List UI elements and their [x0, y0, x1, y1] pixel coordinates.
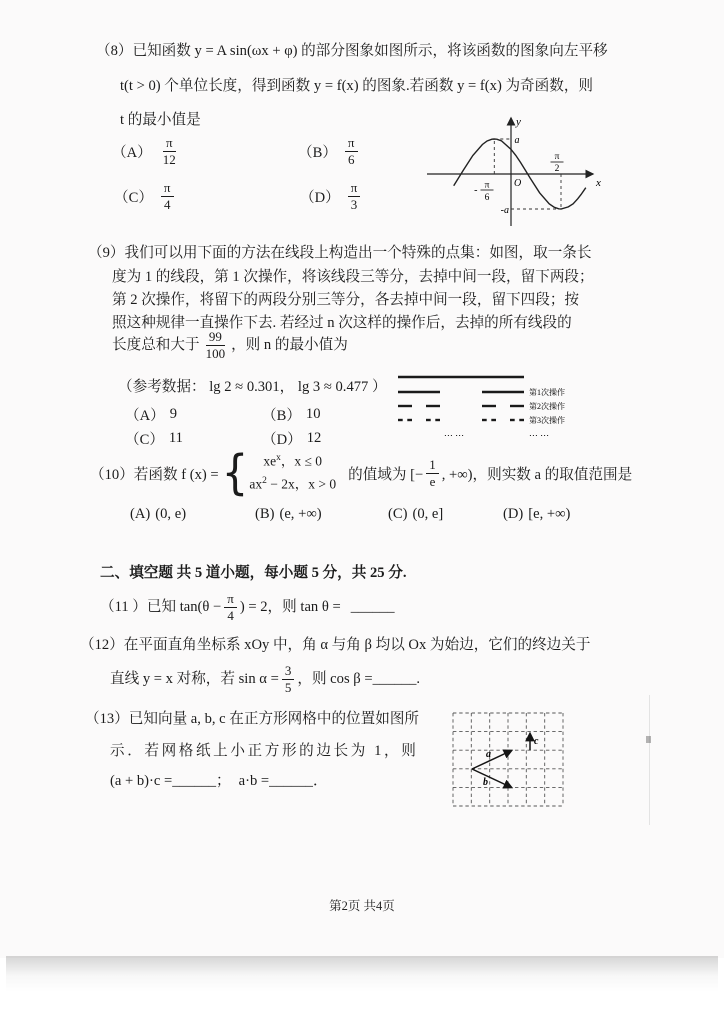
- q12-line2-pre: 直线 y = x 对称，若 sin α =: [110, 671, 279, 688]
- q13-answer-blank2: ______: [269, 773, 313, 789]
- q8-option-c-label: （C）: [114, 189, 153, 206]
- q9-line5-pre: 长度总和大于: [112, 337, 200, 354]
- vector-a: [472, 751, 511, 769]
- q13-line3: [110, 772, 328, 790]
- q8-sine-graph: [423, 112, 608, 234]
- q10-option-b: (B) (e, +∞): [255, 506, 322, 522]
- q10-stem: [90, 445, 633, 501]
- q10-pre: （10）若函数 f (x) =: [90, 466, 219, 483]
- q10-mid-pre: 的值域为 [−: [348, 466, 424, 483]
- q10-option-a: (A) (0, e): [130, 506, 187, 522]
- q13-answer-blank1: ______: [172, 773, 217, 789]
- fraction: $\frac{\pi}{12}$: [162, 135, 176, 167]
- vector-a-label: a: [486, 749, 491, 760]
- q12-line2: [110, 664, 420, 694]
- q9-line4: 照这种规律一直操作下去. 若经过 n 次这样的操作后，去掉的所有线段的: [112, 315, 572, 331]
- q9-option-b: （B） 10: [262, 406, 321, 424]
- q9-line5: [112, 330, 348, 360]
- ellipsis-left: ⋯ ⋯: [443, 430, 465, 440]
- q9-cantor-figure: [396, 372, 586, 446]
- vector-b-label: b: [483, 777, 488, 788]
- q8-line2: t(t > 0) 个单位长度，得到函数 y = f(x) 的图象.若函数 y = f(x) 为奇函数，则: [120, 78, 594, 94]
- q9-line2: 度为 1 的线段，第 1 次操作，将该线段三等分，去掉中间一段，留下两段；: [112, 269, 594, 285]
- q10-case1: $xe^x$，x ≤ 0: [263, 453, 323, 469]
- op3-label: 第3次操作: [529, 416, 565, 425]
- fraction: $\frac{\pi}{4}$: [161, 181, 174, 211]
- q11-line: [100, 592, 395, 622]
- tick-neg-pi-over-6: [474, 181, 493, 204]
- grid-lines: [453, 713, 563, 806]
- q13-line1: （13）已知向量 a, b, c 在正方形网格中的位置如图所: [85, 711, 420, 727]
- scan-artifact-mark: [646, 736, 651, 743]
- q13-period: ．: [312, 773, 328, 789]
- brace: {: [221, 445, 249, 501]
- amplitude-label: a: [514, 135, 520, 146]
- page-number: 第2页 共4页: [329, 899, 395, 913]
- q13-separator: ；: [216, 773, 231, 789]
- fraction: $\frac{\pi}{3}$: [348, 181, 361, 211]
- q9-line1: （9）我们可以用下面的方法在线段上构造出一个特殊的点集：如图，取一条长: [88, 245, 592, 261]
- q9-line5-post: ，则 n 的最小值为: [231, 337, 348, 354]
- q8-option-a-label: （A）: [112, 144, 152, 161]
- svg-text:6: 6: [484, 193, 490, 203]
- x-axis-label: x: [596, 177, 601, 189]
- fraction: $\frac{1}{e}$: [426, 458, 439, 488]
- q8-option-d: [300, 181, 363, 211]
- q11-pre: （11 ）已知 tan(θ −: [100, 599, 222, 616]
- vector-b: [472, 769, 511, 787]
- fraction: $\frac{3}{5}$: [282, 664, 295, 694]
- y-axis-label: y: [516, 116, 521, 128]
- q12-answer-blank: ______: [372, 671, 417, 688]
- op1-label: 第1次操作: [529, 388, 565, 397]
- q9-option-c: （C） 11: [125, 430, 183, 448]
- q9-reference-data: （参考数据： lg 2 ≈ 0.301， lg 3 ≈ 0.477 ）: [118, 379, 387, 395]
- q8-option-a: [112, 136, 182, 166]
- q8-line3: t 的最小值是: [120, 112, 201, 128]
- q12-line1: （12）在平面直角坐标系 xOy 中，角 α 与角 β 均以 Ox 为始边，它们的终边关于: [80, 637, 591, 653]
- scan-bottom-edge: [6, 956, 718, 992]
- svg-text:2: 2: [554, 164, 560, 174]
- q8-option-b: [298, 136, 361, 166]
- vector-c-label: c: [534, 736, 539, 747]
- q10-mid-post: , +∞)，则实数 a 的取值范围是: [441, 466, 633, 483]
- cantor-rows: [398, 377, 524, 420]
- q13-vector-grid: [452, 706, 572, 808]
- q8-option-d-label: （D）: [300, 189, 340, 206]
- q9-line3: 第 2 次操作，将留下的两段分别三等分，各去掉中间一段，留下四段；按: [112, 292, 580, 308]
- q13-formula2: a·b =: [238, 773, 270, 789]
- op2-label: 第2次操作: [529, 402, 565, 411]
- fraction: $\frac{\pi}{6}$: [345, 136, 358, 166]
- q10-case2: $ax^2 - 2x$，x > 0: [249, 476, 337, 492]
- q8-line1: （8）已知函数 y = A sin(ωx + φ) 的部分图象如图所示，将该函数的图象向左平移: [96, 43, 608, 59]
- q10-option-d: (D) [e, +∞): [503, 506, 571, 522]
- q10-piecewise: [219, 445, 337, 501]
- tick-pi-over-2: [551, 152, 564, 174]
- svg-text:-: -: [474, 185, 478, 196]
- ellipsis-right: ⋯ ⋯: [528, 430, 550, 440]
- fraction: $\frac{99}{100}$: [205, 329, 226, 361]
- q10-option-c: (C) (0, e]: [388, 506, 444, 522]
- q8-option-c: [114, 181, 177, 211]
- neg-amplitude-label: -a: [500, 205, 509, 216]
- scan-artifact-line: [649, 695, 650, 825]
- q13-line2: 示．若网格纸上小正方形的边长为 1，则: [110, 743, 419, 759]
- q13-formula1: (a + b)·c =: [110, 773, 173, 789]
- q9-option-a: （A） 9: [125, 406, 178, 424]
- svg-text:π: π: [554, 152, 560, 162]
- origin-label: O: [514, 178, 522, 189]
- q11-post: ) = 2，则 tan θ =: [239, 599, 341, 616]
- svg-text:π: π: [484, 180, 490, 191]
- q11-answer-blank: ______: [350, 599, 395, 616]
- q12-period: .: [416, 671, 421, 688]
- q9-option-d: （D） 12: [262, 430, 322, 448]
- q12-line2-post: ，则 cos β =: [297, 671, 373, 688]
- q8-option-b-label: （B）: [298, 144, 337, 161]
- fraction: $\frac{\pi}{4}$: [224, 592, 237, 622]
- section2-header: 二、填空题 共 5 道小题，每小题 5 分，共 25 分.: [100, 565, 407, 581]
